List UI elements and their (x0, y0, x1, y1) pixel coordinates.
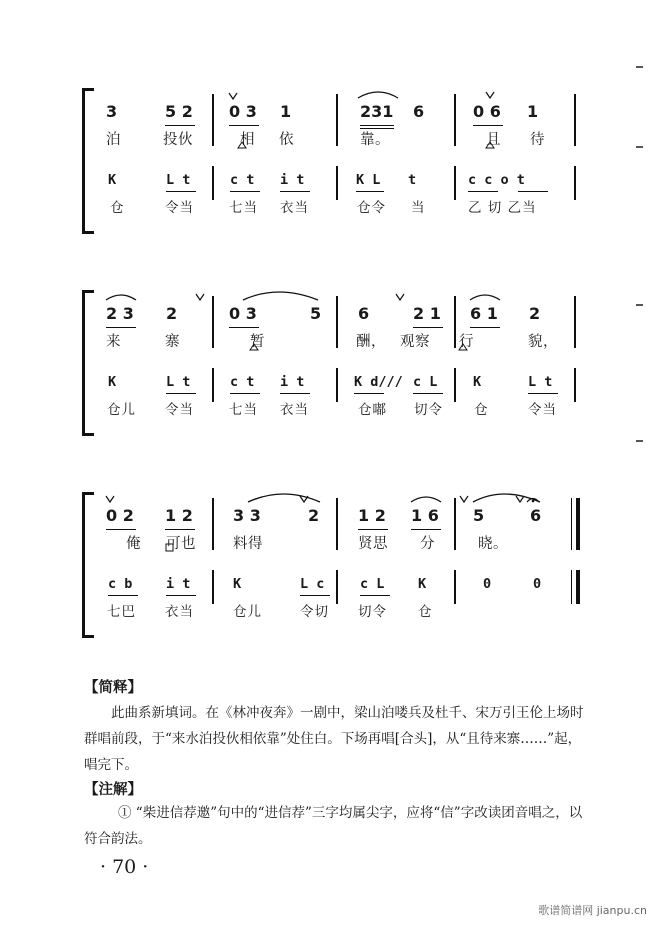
beam-underline (360, 595, 390, 596)
page-number: · 70 · (100, 856, 149, 878)
percussion-label: 仓 (474, 402, 489, 418)
section-heading-annotation: 【注解】 (84, 781, 142, 798)
lyric: 分 (420, 536, 435, 552)
percussion-label: 仓儿 (107, 402, 136, 418)
percussion-label: 仓 (110, 200, 125, 216)
beam-underline (300, 595, 330, 596)
percussion-label: 令切 (300, 604, 329, 620)
note-group: 2 (166, 304, 178, 323)
percussion-symbol: L t (166, 374, 191, 390)
note-group: 6 (358, 304, 370, 323)
lyric: 泊 (106, 132, 121, 148)
note-group: 1 6 (411, 506, 439, 525)
score-system-3 (78, 492, 578, 637)
percussion-symbol: K (473, 374, 482, 390)
note-group: 231 (360, 102, 394, 121)
percussion-label: 七当 (229, 200, 258, 216)
beam-underline (166, 191, 196, 192)
percussion-label: 令当 (165, 402, 194, 418)
section-heading-explanation: 【简释】 (84, 679, 142, 696)
beam-underline (468, 191, 498, 192)
note-group: 1 2 (165, 506, 193, 525)
percussion-symbol: 0 (533, 576, 542, 592)
percussion-symbol: c b (108, 576, 133, 592)
lyrics-row (78, 332, 578, 354)
beam-underline (280, 393, 310, 394)
percussion-label: 仓嘟 (358, 402, 387, 418)
percussion-row (78, 574, 578, 596)
percussion-label-row (78, 400, 578, 422)
note-group: 3 3 (233, 506, 261, 525)
percussion-symbol: L c (300, 576, 325, 592)
beam-underline (528, 393, 558, 394)
note-group: 0 3 (229, 102, 257, 121)
note-group: 0 3 (229, 304, 257, 323)
lyric: 可也 (166, 536, 196, 552)
lyric: 寨 (165, 334, 180, 350)
lyric: 来 (106, 334, 121, 350)
beam-underline (413, 393, 443, 394)
percussion-symbol: c L (413, 374, 438, 390)
percussion-row (78, 372, 578, 394)
note-group: 5 2 (165, 102, 193, 121)
percussion-label: 仓 (418, 604, 433, 620)
explanation-paragraph: 此曲系新填词。在《林冲夜奔》一剧中，梁山泊喽兵及杜千、宋万引王伦上场时群唱前段，于“来水泊投伙相依靠”处住白。下场再唱[合头]，从“且待来寨……”起，唱完下。 (84, 705, 584, 773)
lyrics-row (78, 130, 578, 152)
beam-underline (230, 393, 260, 394)
percussion-label: 切令 (414, 402, 443, 418)
scan-edge-mark (636, 146, 643, 148)
lyric: 晓。 (478, 536, 508, 552)
lyric: 待 (530, 132, 545, 148)
percussion-symbol: L t (528, 374, 553, 390)
percussion-row (78, 170, 578, 192)
note-group: 2 3 (106, 304, 134, 323)
percussion-label: 切令 (358, 604, 387, 620)
lyric: 酬， (356, 334, 386, 350)
note-group: 1 (527, 102, 539, 121)
percussion-symbol: K (108, 374, 117, 390)
scan-edge-mark (636, 66, 643, 68)
note-group: 2 (529, 304, 541, 323)
percussion-symbol: i t (166, 576, 191, 592)
percussion-symbol: K (108, 172, 117, 188)
percussion-symbol: K L (356, 172, 381, 188)
note-group: 2 1 (413, 304, 441, 323)
percussion-symbol: c t (230, 374, 255, 390)
percussion-label: 令当 (528, 402, 557, 418)
beam-underline (518, 191, 548, 192)
percussion-label-row (78, 602, 578, 624)
note-group: 1 2 (358, 506, 386, 525)
note-group: 3 (106, 102, 118, 121)
percussion-label-row (78, 198, 578, 220)
lyric: 观察 (400, 334, 430, 350)
percussion-symbol: c t (230, 172, 255, 188)
percussion-symbol: L t (166, 172, 191, 188)
lyric: 依 (279, 132, 294, 148)
percussion-label: 乙 切 乙当 (468, 200, 537, 216)
lyrics-row (78, 534, 578, 556)
note-group: 6 (413, 102, 425, 121)
percussion-label: 衣当 (280, 200, 309, 216)
beam-underline (354, 393, 384, 394)
beam-underline (166, 393, 196, 394)
percussion-label: 仓儿 (233, 604, 262, 620)
percussion-symbol: K (233, 576, 242, 592)
note-group: 6 1 (470, 304, 498, 323)
lyric: 且 (486, 132, 501, 148)
percussion-symbol: c L (360, 576, 385, 592)
note-group: 5 (473, 506, 485, 525)
lyric: 行 (459, 334, 474, 350)
beam-underline (230, 191, 260, 192)
percussion-label: 当 (411, 200, 426, 216)
percussion-label: 衣当 (280, 402, 309, 418)
percussion-label: 仓令 (357, 200, 386, 216)
percussion-symbol: c c o t (468, 172, 525, 188)
watermark: 歌谱简谱网 jianpu.cn (538, 904, 647, 917)
percussion-label: 令当 (165, 200, 194, 216)
beam-underline (356, 191, 384, 192)
percussion-symbol: 0 (483, 576, 492, 592)
lyric: 料得 (233, 536, 263, 552)
annotation-paragraph: ① “柴进信荐邀”句中的“进信荐”三字均属尖字，应将“信”字改读团音唱之，以符合韵法。 (84, 805, 583, 847)
note-group: 0 6 (473, 102, 501, 121)
percussion-label: 七当 (229, 402, 258, 418)
percussion-symbol: K d/// (354, 374, 403, 390)
lyric: 俺 (126, 536, 141, 552)
score-system-2 (78, 290, 578, 435)
lyric: 暂 (250, 334, 265, 350)
percussion-symbol: K (418, 576, 427, 592)
note-group: 6 (530, 506, 542, 525)
percussion-symbol: i t (280, 172, 305, 188)
note-group: 1 (280, 102, 292, 121)
percussion-label: 衣当 (165, 604, 194, 620)
beam-underline (108, 595, 138, 596)
scan-edge-mark (636, 440, 643, 442)
percussion-label: 七巴 (107, 604, 136, 620)
percussion-symbol: t (408, 172, 417, 188)
lyric: 靠。 (360, 132, 390, 148)
note-group: 0 2 (106, 506, 134, 525)
lyric: 相 (240, 132, 255, 148)
percussion-symbol: i t (280, 374, 305, 390)
beam-underline (166, 595, 196, 596)
note-group: 5 (310, 304, 322, 323)
lyric: 贤思 (358, 536, 388, 552)
lyric: 投伙 (163, 132, 193, 148)
scan-edge-mark (636, 304, 643, 306)
note-group: 2 (308, 506, 320, 525)
lyric: 貌， (528, 334, 558, 350)
score-system-1 (78, 88, 578, 233)
beam-underline (280, 191, 310, 192)
